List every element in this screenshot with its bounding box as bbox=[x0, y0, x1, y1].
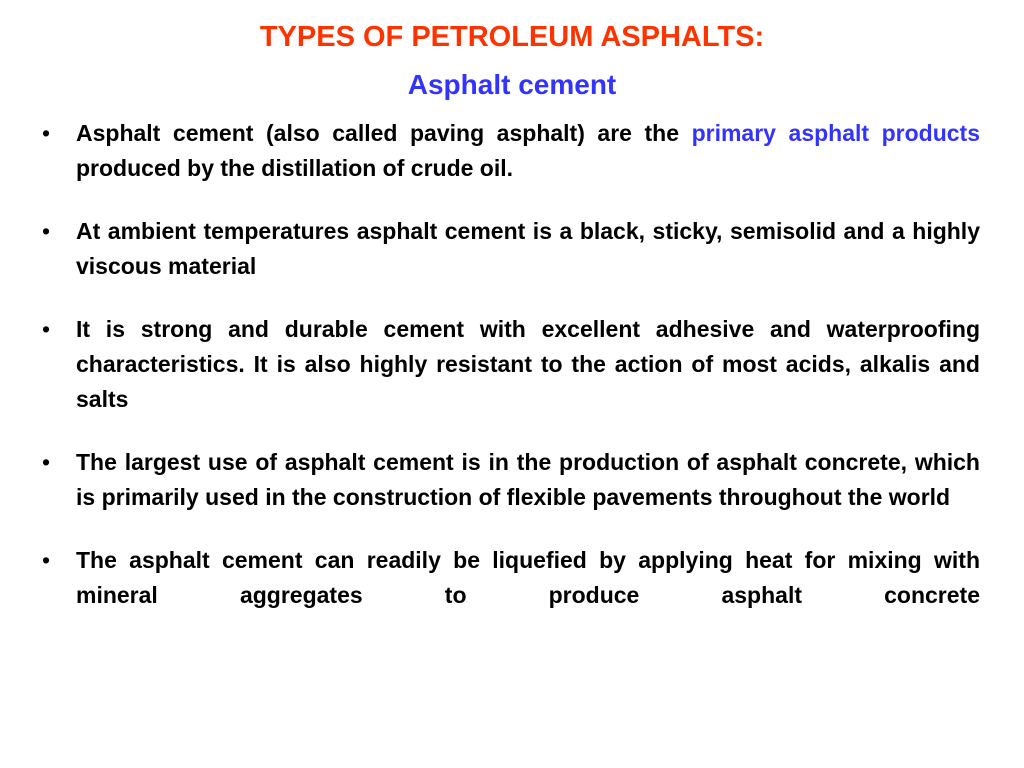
bullet-item bbox=[40, 543, 980, 613]
bullet-dot-icon: • bbox=[42, 316, 51, 342]
slide-subtitle: Asphalt cement bbox=[407, 69, 617, 100]
bullet-highlight: primary asphalt products bbox=[691, 120, 981, 146]
bullet-dot-icon: • bbox=[42, 120, 51, 146]
bullet-list bbox=[40, 116, 980, 641]
bullet-item bbox=[40, 445, 980, 515]
slide-title: TYPES OF PETROLEUM ASPHALTS: bbox=[259, 21, 765, 53]
bullet-text: Asphalt cement (also called paving asphalt) are the bbox=[76, 120, 692, 146]
bullet-dot-icon: • bbox=[42, 218, 51, 244]
bullet-text: The asphalt cement can readily be liquefied by applying heat for mixing with mineral aggregates to produce asphalt concrete bbox=[76, 547, 980, 608]
bullet-item bbox=[40, 312, 980, 417]
bullet-dot-icon: • bbox=[42, 449, 51, 475]
bullet-item bbox=[40, 116, 980, 186]
bullet-text: produced by the distillation of crude oil. bbox=[76, 155, 514, 181]
bullet-text: The largest use of asphalt cement is in the production of asphalt concrete, which is primarily used in the construction of flexible pavements throughout the world bbox=[76, 449, 980, 510]
bullet-dot-icon: • bbox=[42, 547, 51, 573]
bullet-text: It is strong and durable cement with excellent adhesive and waterproofing characteristics. It is also highly resistant to the action of most acids, alkalis and salts bbox=[76, 316, 980, 412]
bullet-item bbox=[40, 214, 980, 284]
bullet-text: At ambient temperatures asphalt cement is a black, sticky, semisolid and a highly viscous material bbox=[76, 218, 980, 279]
